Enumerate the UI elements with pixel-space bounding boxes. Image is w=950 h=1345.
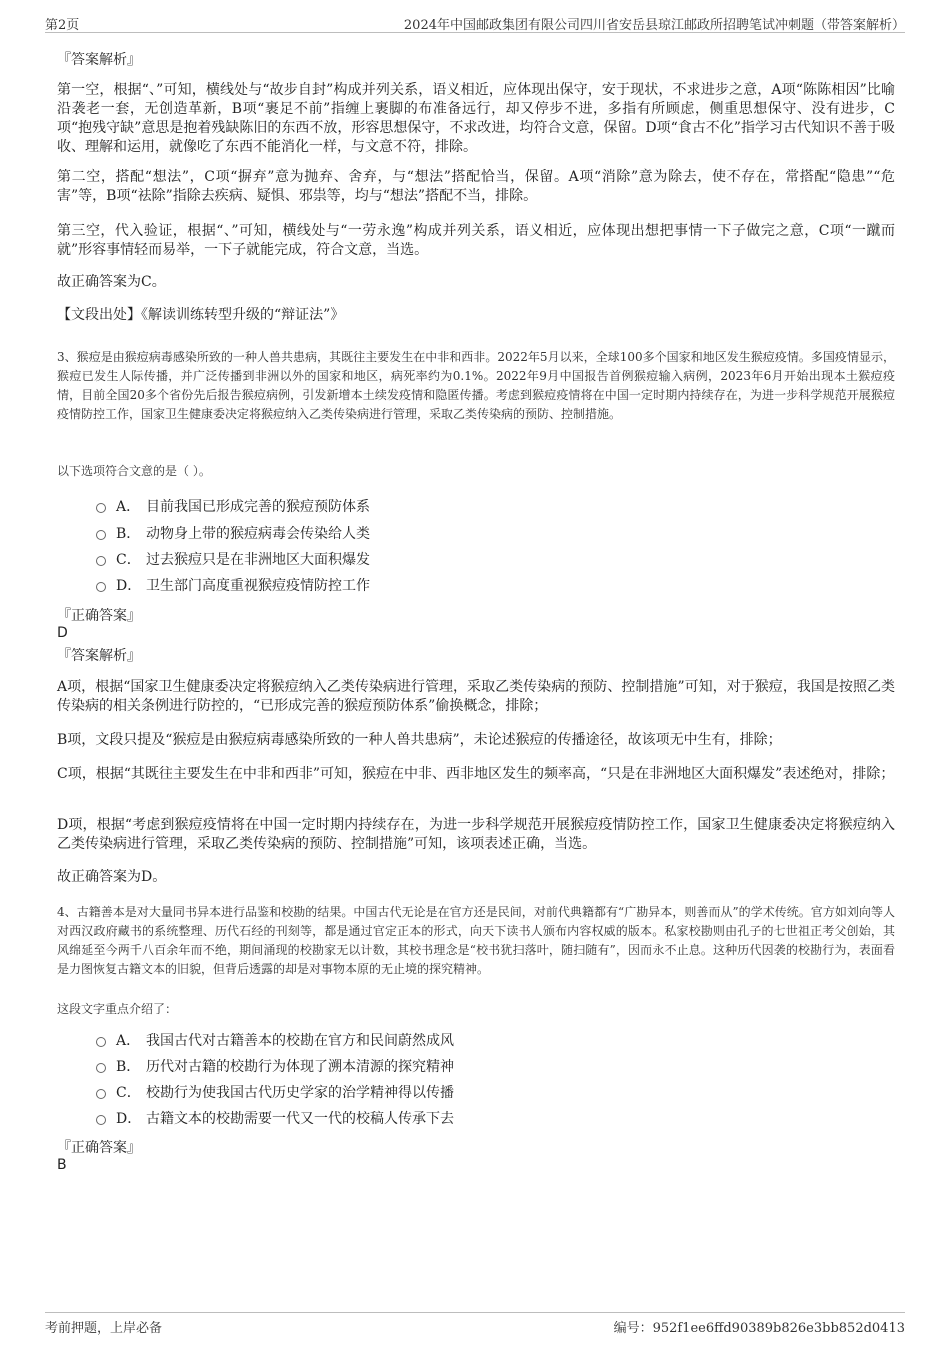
radio-icon[interactable] bbox=[96, 503, 106, 513]
q3-stem: 3、猴痘是由猴痘病毒感染所致的一种人兽共患病，其既往主要发生在中非和西非。2022年5月以来，全球100多个国家和地区发生猴痘疫情。多国疫情显示，猴痘已发生人际传播，并广泛传播到非洲以外的国家和地区，病死率约为0.1%。2022年9月中国报告首例猴痘输入病例，2023年6月开始出现本土猴痘疫情，目前全国20多个省份先后报告猴痘病例，引发新增本土续发疫情和隐匿传播。考虑到猴痘疫情将在中国一定时期内持续存在，为进一步科学规范开展猴痘疫情防控工作，国家卫生健康委决定将猴痘纳入乙类传染病进行管理，采取乙类传染病的预防、控制措施。 bbox=[57, 350, 895, 421]
radio-icon[interactable] bbox=[96, 530, 106, 540]
q3-option-a[interactable]: A． 目前我国已形成完善的猴痘预防体系 bbox=[96, 498, 370, 516]
q3-prompt: 以下选项符合文意的是（ ）。 bbox=[57, 464, 211, 478]
q2-source: 【文段出处】《解读训练转型升级的“辩证法”》 bbox=[57, 307, 345, 323]
q2-analysis-label: 『答案解析』 bbox=[57, 52, 141, 68]
q3-option-c[interactable]: C． 过去猴痘只是在非洲地区大面积爆发 bbox=[96, 551, 370, 569]
q4-option-d[interactable]: D． 古籍文本的校勘需要一代又一代的校稿人传承下去 bbox=[96, 1110, 454, 1128]
q4-correct-label: 『正确答案』 bbox=[57, 1140, 141, 1156]
page-footer bbox=[45, 1312, 905, 1335]
q3-analysis-a: A项，根据“国家卫生健康委决定将猴痘纳入乙类传染病进行管理，采取乙类传染病的预防、控制措施”可知，对于猴痘，我国是按照乙类传染病的相关条例进行防控的，“已形成完善的猴痘预防体系”偷换概念，排除； bbox=[57, 679, 895, 714]
q3-analysis-b: B项，文段只提及“猴痘是由猴痘病毒感染所致的一种人兽共患病”，未论述猴痘的传播途径，故该项无中生有，排除； bbox=[57, 732, 782, 748]
q2-analysis-para-3: 第三空，代入验证，根据“、”可知，横线处与“一劳永逸”构成并列关系，语义相近，应体现出想把事情一下子做完之意，C项“一蹴而就”形容事情轻而易举，一下子就能完成，符合文意，当选。 bbox=[57, 223, 895, 258]
page-number: 第2页 bbox=[45, 18, 80, 33]
q2-analysis-para-2: 第二空，搭配“想法”，C项“摒弃”意为抛弃、舍弃，与“想法”搭配恰当，保留。A项“消除”意为除去，使不存在，常搭配“隐患”“危害”等，B项“祛除”指除去疾病、疑惧、邪祟等，均与“想法”搭配不当，排除。 bbox=[57, 169, 895, 204]
radio-icon[interactable] bbox=[96, 1063, 106, 1073]
q3-option-b[interactable]: B． 动物身上带的猴痘病毒会传染给人类 bbox=[96, 525, 370, 543]
q4-option-b[interactable]: B． 历代对古籍的校勘行为体现了溯本清源的探究精神 bbox=[96, 1058, 454, 1076]
q3-correct-label: 『正确答案』 bbox=[57, 608, 141, 624]
radio-icon[interactable] bbox=[96, 1089, 106, 1099]
q4-correct-answer: B bbox=[57, 1157, 67, 1173]
document-id: 编号：952f1ee6ffd90389b826e3bb852d0413 bbox=[613, 1321, 905, 1336]
radio-icon[interactable] bbox=[96, 1037, 106, 1047]
q4-prompt: 这段文字重点介绍了： bbox=[57, 1002, 178, 1016]
page-header bbox=[45, 12, 905, 33]
q3-analysis-label: 『答案解析』 bbox=[57, 648, 141, 664]
q4-option-a[interactable]: A． 我国古代对古籍善本的校勘在官方和民间蔚然成风 bbox=[96, 1032, 454, 1050]
q3-conclusion: 故正确答案为D。 bbox=[57, 869, 167, 885]
radio-icon[interactable] bbox=[96, 1115, 106, 1125]
q3-analysis-d: D项，根据“考虑到猴痘疫情将在中国一定时期内持续存在，为进一步科学规范开展猴痘疫情防控工作，国家卫生健康委决定将猴痘纳入乙类传染病进行管理，采取乙类传染病的预防、控制措施”可知，该项表述正确，当选。 bbox=[57, 817, 895, 852]
footer-slogan: 考前押题，上岸必备 bbox=[45, 1321, 163, 1336]
radio-icon[interactable] bbox=[96, 582, 106, 592]
q3-correct-answer: D bbox=[57, 625, 68, 641]
q4-stem: 4、古籍善本是对大量同书异本进行品鉴和校勘的结果。中国古代无论是在官方还是民间，对前代典籍都有“广勘异本，则善而从”的学术传统。官方如刘向等人对西汉政府藏书的系统整理、历代石经的刊刻等，都是通过官定正本的形式，向天下读书人颁布内容权威的版本。私家校勘则由孔子的七世祖正考父创始，其风绵延至今两千八百余年而不绝，期间涌现的校勘家无以计数，其校书理念是“校书犹扫落叶，随扫随有”，因而永不止息。这种历代因袭的校勘行为，表面看是力图恢复古籍文本的旧貌，但背后透露的却是对事物本原的无止境的探究精神。 bbox=[57, 905, 895, 976]
radio-icon[interactable] bbox=[96, 556, 106, 566]
q2-analysis-para-1: 第一空，根据“、”可知，横线处与“故步自封”构成并列关系，语义相近，应体现出保守，安于现状，不求进步之意，A项“陈陈相因”比喻沿袭老一套，无创造革新，B项“裹足不前”指缠上裹脚的布准备远行，却又停步不进，多指有所顾虑，侧重思想保守、没有进步，C项“抱残守缺”意思是抱着残缺陈旧的东西不放，形容思想保守，不求改进，均符合文意，保留。D项“食古不化”指学习古代知识不善于吸收、理解和运用，就像吃了东西不能消化一样，与文意不符，排除。 bbox=[57, 82, 895, 155]
q3-analysis-c: C项，根据“其既往主要发生在中非和西非”可知，猴痘在中非、西非地区发生的频率高，“只是在非洲地区大面积爆发”表述绝对，排除； bbox=[57, 766, 895, 782]
q2-conclusion: 故正确答案为C。 bbox=[57, 274, 166, 290]
document-title: 2024年中国邮政集团有限公司四川省安岳县琼江邮政所招聘笔试冲刺题（带答案解析） bbox=[403, 18, 905, 33]
q4-option-c[interactable]: C． 校勘行为使我国古代历史学家的治学精神得以传播 bbox=[96, 1084, 454, 1102]
q3-option-d[interactable]: D． 卫生部门高度重视猴痘疫情防控工作 bbox=[96, 577, 370, 595]
